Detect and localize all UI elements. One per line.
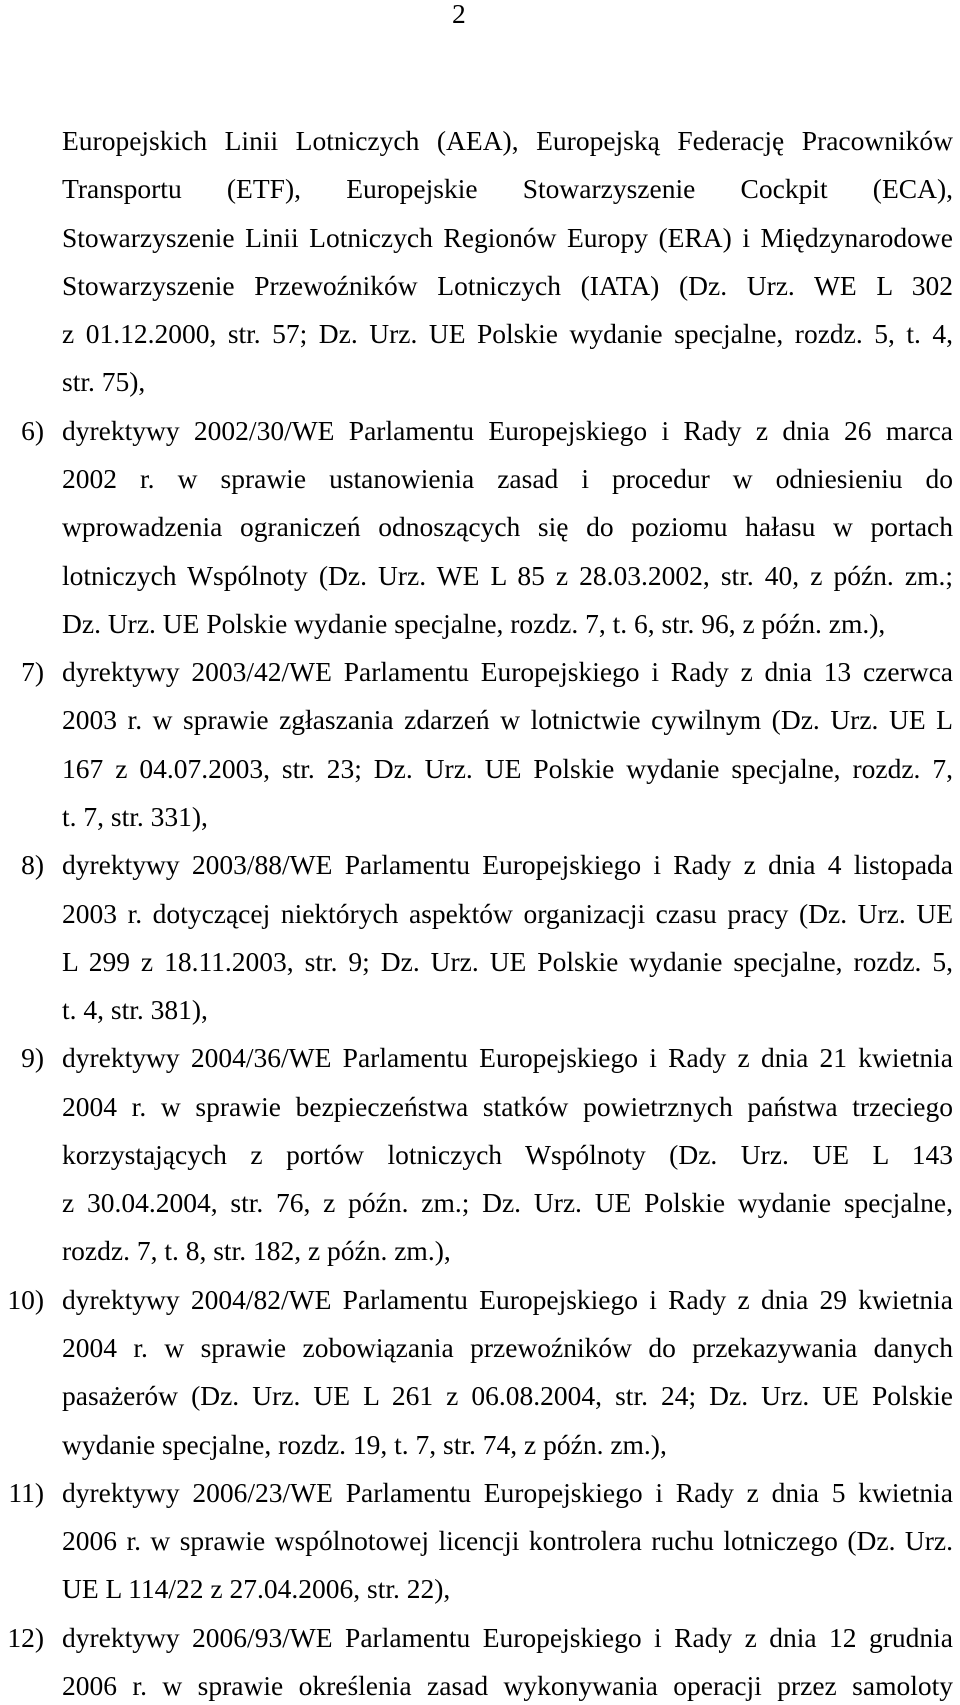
line-row (0, 1330, 960, 1366)
document-body (0, 123, 960, 1704)
list-item (0, 654, 960, 835)
list-item-line: 2004 r. w sprawie bezpieczeństwa statków powietrznych państwa trzeciego (62, 1090, 953, 1122)
list-item-line: 2006 r. w sprawie określenia zasad wykonywania operacji przez samoloty (62, 1670, 953, 1701)
list-item-number: 10) (7, 1283, 44, 1315)
list-item-line: dyrektywy 2006/23/WE Parlamentu Europejskiego i Rady z dnia 5 kwietnia (62, 1476, 953, 1508)
list-item-line: rozdz. 7, t. 8, str. 182, z późn. zm.), (62, 1235, 451, 1267)
paragraph-line: str. 75), (62, 366, 146, 398)
list-item-line: pasażerów (Dz. Urz. UE L 261 z 06.08.2004, str. 24; Dz. Urz. UE Polskie (62, 1380, 953, 1412)
line-row (0, 1378, 960, 1414)
line-row (0, 1185, 960, 1221)
paragraph-line: Stowarzyszenie Przewoźników Lotniczych (IATA) (Dz. Urz. WE L 302 (62, 269, 953, 301)
line-row (0, 1233, 960, 1269)
paragraph-line: Transportu (ETF), Europejskie Stowarzyszenie Cockpit (ECA), (62, 173, 953, 205)
line-row (0, 1089, 960, 1125)
paragraph-line: Europejskich Linii Lotniczych (AEA), Europejską Federację Pracowników (62, 125, 953, 156)
line-row (0, 509, 960, 545)
line-row (0, 1475, 960, 1511)
line-row (0, 316, 960, 352)
list-item-line: dyrektywy 2004/82/WE Parlamentu Europejskiego i Rady z dnia 29 kwietnia (62, 1283, 953, 1315)
list-item-line: 2002 r. w sprawie ustanowienia zasad i procedur w odniesieniu do (62, 462, 953, 494)
list-item-line: 2004 r. w sprawie zobowiązania przewoźników do przekazywania danych (62, 1332, 953, 1364)
page-number: 2 (452, 0, 466, 29)
list-item-line: wprowadzenia ograniczeń odnoszących się do poziomu hałasu w portach (62, 511, 953, 543)
list-item-line: dyrektywy 2004/36/WE Parlamentu Europejskiego i Rady z dnia 21 kwietnia (62, 1042, 953, 1074)
list-item (0, 1620, 960, 1704)
line-row (0, 654, 960, 690)
list-item-line: 2003 r. w sprawie zgłaszania zdarzeń w lotnictwie cywilnym (Dz. Urz. UE L (62, 704, 953, 736)
line-row (0, 606, 960, 642)
line-row (0, 702, 960, 738)
paragraph-line: Stowarzyszenie Linii Lotniczych Regionów Europy (ERA) i Międzynarodowe (62, 221, 953, 253)
line-row (0, 1137, 960, 1173)
list-item-line: 167 z 04.07.2003, str. 23; Dz. Urz. UE Polskie wydanie specjalne, rozdz. 7, (62, 752, 953, 784)
line-row (0, 220, 960, 256)
line-row (0, 171, 960, 207)
list-item-line: dyrektywy 2002/30/WE Parlamentu Europejskiego i Rady z dnia 26 marca (62, 414, 953, 446)
list-item-number: 11) (8, 1476, 44, 1508)
line-row (0, 751, 960, 787)
paragraph-line: z 01.12.2000, str. 57; Dz. Urz. UE Polskie wydanie specjalne, rozdz. 5, t. 4, (62, 318, 953, 350)
line-row (0, 461, 960, 497)
line-row (0, 1427, 960, 1463)
list-item-line: z 30.04.2004, str. 76, z późn. zm.; Dz. Urz. UE Polskie wydanie specjalne, (62, 1187, 953, 1219)
line-row (0, 1523, 960, 1559)
list-item-line: lotniczych Wspólnoty (Dz. Urz. WE L 85 z 28.03.2002, str. 40, z późn. zm.; (62, 559, 953, 591)
line-row (0, 1668, 960, 1704)
list-item-number: 8) (21, 849, 44, 881)
line-row (0, 123, 960, 159)
list-item-line: dyrektywy 2003/42/WE Parlamentu Europejskiego i Rady z dnia 13 czerwca (62, 656, 953, 688)
list-item-line: t. 7, str. 331), (62, 800, 208, 832)
list-item-line: dyrektywy 2003/88/WE Parlamentu Europejskiego i Rady z dnia 4 listopada (62, 849, 953, 881)
line-row (0, 1040, 960, 1076)
list-item-line: 2006 r. w sprawie wspólnotowej licencji kontrolera ruchu lotniczego (Dz. Urz. (62, 1525, 953, 1557)
list-item-line: Dz. Urz. UE Polskie wydanie specjalne, rozdz. 7, t. 6, str. 96, z późn. zm.), (62, 607, 886, 639)
line-row (0, 1620, 960, 1656)
list-item-line: t. 4, str. 381), (62, 994, 208, 1026)
list-item (0, 413, 960, 642)
list-item-number: 9) (21, 1042, 44, 1074)
list-item-line: korzystających z portów lotniczych Wspólnoty (Dz. Urz. UE L 143 (62, 1138, 953, 1170)
line-row (0, 799, 960, 835)
line-row (0, 1282, 960, 1318)
intro-paragraph (0, 123, 960, 400)
line-row (0, 896, 960, 932)
line-row (0, 847, 960, 883)
list-item (0, 1040, 960, 1269)
list-item (0, 847, 960, 1028)
list-item-line: wydanie specjalne, rozdz. 19, t. 7, str. 74, z późn. zm.), (62, 1428, 667, 1460)
line-row (0, 558, 960, 594)
list-item (0, 1282, 960, 1463)
line-row (0, 992, 960, 1028)
line-row (0, 268, 960, 304)
list-item-number: 6) (21, 414, 44, 446)
line-row (0, 1571, 960, 1607)
line-row (0, 364, 960, 400)
list-item-number: 7) (21, 656, 44, 688)
list-item-line: L 299 z 18.11.2003, str. 9; Dz. Urz. UE Polskie wydanie specjalne, rozdz. 5, (62, 945, 953, 977)
list-item (0, 1475, 960, 1608)
line-row (0, 944, 960, 980)
list-item-line: UE L 114/22 z 27.04.2006, str. 22), (62, 1573, 451, 1605)
list-item-number: 12) (7, 1621, 44, 1653)
line-row (0, 413, 960, 449)
list-item-line: 2003 r. dotyczącej niektórych aspektów organizacji czasu pracy (Dz. Urz. UE (62, 897, 953, 929)
list-item-line: dyrektywy 2006/93/WE Parlamentu Europejskiego i Rady z dnia 12 grudnia (62, 1621, 953, 1653)
